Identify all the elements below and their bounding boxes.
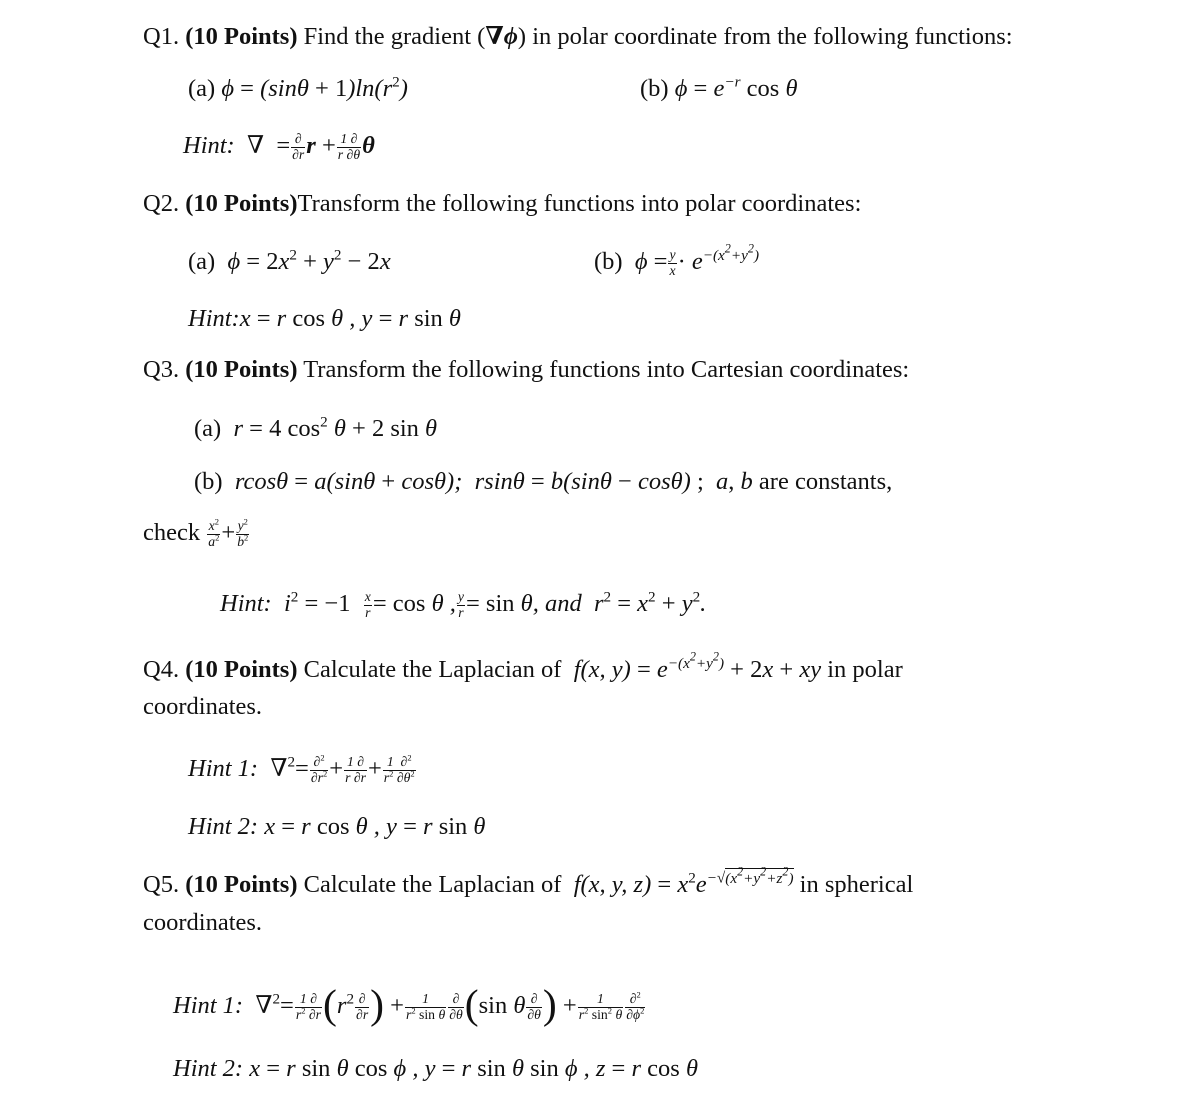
q1-a-label: (a): [188, 75, 216, 102]
q3-text: Transform the following functions into Cartesian coordinates:: [303, 356, 910, 383]
q2-heading: [143, 189, 861, 219]
q1-hint-expr: ∇ = $\frac{\partial}{\partial r}$ r + $\frac{1 \partial}{r \partial\theta}$ θ: [240, 131, 375, 162]
q3-hint-label: Hint:: [220, 590, 272, 617]
q1-number: Q1.: [143, 23, 180, 50]
q4-text-before: Calculate the Laplacian of: [303, 656, 562, 683]
q3-check-expr: $\frac{x^2}{a^2}$ + $\frac{y^2}{b^2}$: [208, 517, 249, 549]
q5-hint1: [173, 981, 646, 1028]
q3-points: (10 Points): [185, 356, 298, 383]
q3-a-expr: r = 4 $\cos^2 \theta + 2$ sin θ: [227, 413, 438, 442]
q4-number: Q4.: [143, 656, 180, 683]
q4-hint1: [188, 754, 417, 785]
q3-heading: [143, 355, 909, 385]
q1-text: Find the gradient (∇ϕ) in polar coordinate from the following functions:: [303, 23, 1013, 50]
q5-func: f(x, y, $z) = x^2e^{-√(x^2+y^2+z^2)}$: [567, 864, 794, 898]
q2-b-label: (b): [594, 248, 623, 275]
q5-number: Q5.: [143, 871, 180, 898]
q3-b-tail: a, b are constants,: [716, 468, 893, 495]
q2-points: (10 Points): [185, 190, 298, 217]
q2-hint-label: Hint:: [188, 305, 240, 332]
q1-b-label: (b): [640, 75, 669, 102]
q5-text-after: in spherical: [799, 871, 914, 898]
q5-heading: [143, 864, 914, 900]
q2-text: Transform the following functions into polar coordinates:: [297, 190, 862, 217]
q5-hint1-label: Hint 1:: [173, 992, 244, 1019]
q4-text-after: in polar: [827, 656, 903, 683]
q5-hint2: [173, 1054, 698, 1084]
q3-hint-expr: $i^2 = -1$ $\frac{x}{r}$ = cos θ , $\frac{y}{r}$ = sin θ, and $r^2 = x^2 + y^2$.: [277, 588, 707, 620]
q2-a-label: (a): [188, 248, 216, 275]
q2-part-b: [594, 241, 760, 278]
q3-b-label: (b): [194, 468, 223, 495]
q3-part-b: [194, 467, 892, 497]
q1-a-expr: $\phi = (\sin\theta + 1)\ln(r^2)$: [221, 73, 408, 102]
q4-hint2: [188, 812, 485, 842]
q2-hint-expr: x = r cos θ , y = r sin θ: [239, 305, 461, 332]
q3-check-label: check: [143, 519, 201, 546]
q2-part-a: [188, 247, 391, 277]
q3-hint: [220, 589, 706, 620]
q2-hint: [188, 304, 461, 334]
q2-a-expr: $\phi = 2x^2 + y^2 - 2x$: [221, 246, 391, 275]
q4-hint2-label: Hint 2:: [188, 813, 259, 840]
q4-hint2-expr: x = r cos θ , y = r sin θ: [264, 813, 486, 840]
q4-hint1-label: Hint 1:: [188, 755, 259, 782]
q3-check: [143, 518, 250, 549]
q3-number: Q3.: [143, 356, 180, 383]
q3-b-expr: rcosθ = a(sinθ + cosθ); rsinθ = b(sinθ − cosθ) ;: [228, 468, 704, 495]
q1-hint-label: Hint:: [183, 132, 235, 159]
q5-text-line2: coordinates.: [143, 909, 263, 936]
q2-b-expr: ϕ = $\frac{y}{x}$ · $e^{-(x^2+y^2)}$: [628, 241, 760, 278]
q5-hint2-label: Hint 2:: [173, 1055, 244, 1082]
q5-line2: [143, 908, 262, 938]
q4-points: (10 Points): [185, 656, 298, 683]
q1-heading: [143, 22, 1013, 52]
q4-text-line2: coordinates.: [143, 693, 263, 720]
q5-points: (10 Points): [185, 871, 298, 898]
q4-line2: [143, 692, 262, 722]
q2-number: Q2.: [143, 190, 180, 217]
q4-hint1-expr: ∇$^2$= $\frac{\partial^2}{\partial r^2}$ + $\frac{1 \partial}{r \partial r}$ + $\frac{1 \partial^2}{r^2 \partial\theta^2}$: [264, 753, 415, 785]
q5-hint1-expr: ∇$^2$= $\frac{1 \partial}{r^2 \partial r}$ ($r^2$ $\frac{\partial}{\partial r}$ ) + $\frac{1}{r^2 \sin \theta}$ $\frac{\partial}{\partial\theta}$ (sin θ $\frac{\partial}{\partial\theta}$ ) + $\frac{1}{r^2 \sin^2 \theta}$ $\frac{\partial^2}{\partial\phi^2}$: [249, 981, 645, 1028]
q4-heading: [143, 649, 903, 685]
q4-func: f(x, $y) = e^{-(x^2+y^2)} + 2x$ + xy: [567, 649, 822, 683]
q1-part-b: [640, 74, 797, 104]
q1-points: (10 Points): [185, 23, 298, 50]
q5-text-before: Calculate the Laplacian of: [303, 871, 562, 898]
q3-part-a: [194, 414, 437, 444]
q5-hint2-expr: x = r sin θ cos ϕ , y = r sin θ sin ϕ , z = r cos θ: [249, 1055, 699, 1082]
q3-a-label: (a): [194, 415, 222, 442]
q1-b-expr: $\phi = e^{-r}$ cos θ: [674, 73, 798, 102]
q1-part-a: [188, 74, 408, 104]
q1-hint: [183, 131, 375, 162]
